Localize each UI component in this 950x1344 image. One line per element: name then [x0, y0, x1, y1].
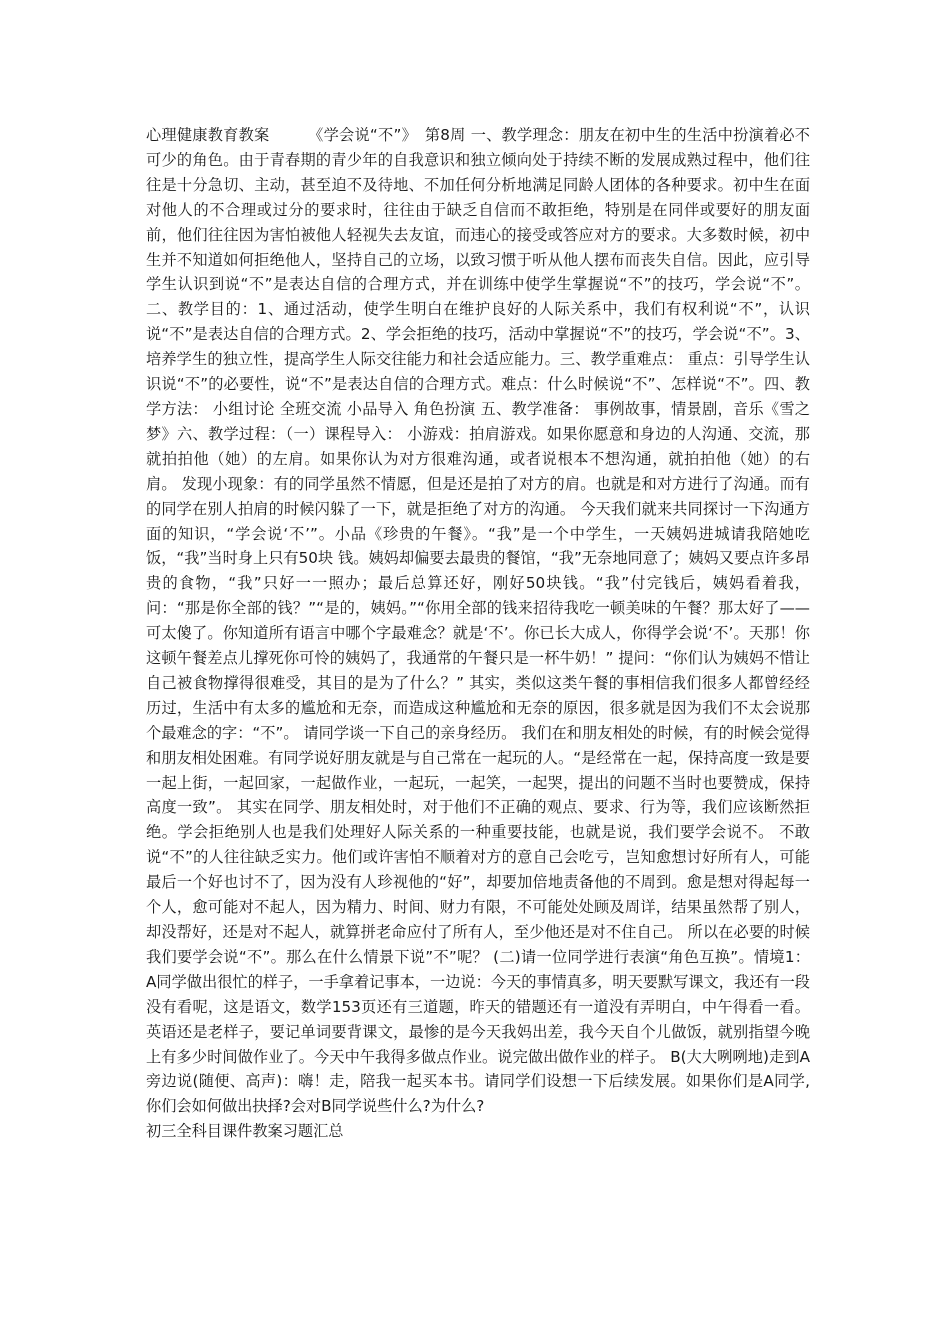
- collection-footer-text: 初三全科目课件教案习题汇总: [146, 1122, 344, 1141]
- lesson-plan-body-text: 心理健康教育教案 《学会说“不”》 第8周 一、教学理念：朋友在初中生的生活中扮演着必不可少的角色。由于青春期的青少年的自我意识和独立倾向处于持续不断的发展成熟过程中，他们往往是十分急切、主动，甚至迫不及待地、不加任何分析地满足同龄人团体的各种要求。初中生在面对他人的不合理或过分的要求时，往往由于缺乏自信而不敢拒绝，特别是在同伴或要好的朋友面前，他们往往因为害怕被他人轻视失去友谊，而违心的接受或答应对方的要求。大多数时候，初中生并不知道如何拒绝他人，坚持自己的立场，以致习惯于听从他人摆布而丧失自信。因此，应引导学生认识到说“不”是表达自信的合理方式，并在训练中使学生掌握说“不”的技巧，学会说“不”。二、教学目的：1、通过活动，使学生明白在维护良好的人际关系中，我们有权利说“不”，认识说“不”是表达自信的合理方式。2、学会拒绝的技巧，活动中掌握说“不”的技巧，学会说“不”。3、培养学生的独立性，提高学生人际交往能力和社会适应能力。三、教学重难点： 重点：引导学生认识说“不”的必要性，说“不”是表达自信的合理方式。难点：什么时候说“不”、怎样说“不”。四、教学方法： 小组讨论 全班交流 小品导入 角色扮演 五、教学准备： 事例故事，情景剧，音乐《雪之梦》六、教学过程：（一）课程导入： 小游戏：拍肩游戏。如果你愿意和身边的人沟通、交流，那就拍拍他（她）的左肩。如果你认为对方很难沟通，或者说根本不想沟通，就拍拍他（她）的右肩。 发现小现象：有的同学虽然不情愿，但是还是拍了对方的肩。也就是和对方进行了沟通。而有的同学在别人拍肩的时候闪躲了一下，就是拒绝了对方的沟通。 今天我们就来共同探讨一下沟通方面的知识，“学会说‘不’”。小品《珍贵的午餐》。“我”是一个中学生，一天姨妈进城请我陪她吃饭，“我”当时身上只有50块 钱。姨妈却偏要去最贵的餐馆，“我”无奈地同意了；姨妈又要点许多昂贵的食物，“我”只好一一照办；最后总算还好，刚好50块钱。“我”付完钱后，姨妈看着我， 问：“那是你全部的钱？”“是的，姨妈。”“你用全部的钱来招待我吃一顿美味的午餐？那太好了——可太傻了。你知道所有语言中哪个字最难念？就是‘不’。你已长大成人，你得学会说‘不’。天那！你这顿午餐差点儿撑死你可怜的姨妈了，我通常的午餐只是一杯牛奶！” 提问：“你们认为姨妈不惜让自己被食物撑得很难受，其目的是为了什么？” 其实，类似这类午餐的事相信我们很多人都曾经经历过，生活中有太多的尴尬和无奈，而造成这种尴尬和无奈的原因，很多就是因为我们不太会说那个最难念的字：“不”。 请同学谈一下自己的亲身经历。 我们在和朋友相处的时候，有的时候会觉得和朋友相处困难。有同学说好朋友就是与自己常在一起玩的人。“是经常在一起，保持高度一致是要一起上街，一起回家，一起做作业，一起玩，一起笑，一起哭，提出的问题不当时也要赞成，保持高度一致”。 其实在同学、朋友相处时，对于他们不正确的观点、要求、行为等，我们应该断然拒绝。学会拒绝别人也是我们处理好人际关系的一种重要技能，也就是说，我们要学会说不。 不敢说“不”的人往往缺乏实力。他们或许害怕不顺着对方的意自己会吃亏，岂知愈想讨好所有人，可能最后一个好也讨不了，因为没有人珍视他的“好”，却要加倍地责备他的不周到。愈是想对得起每一个人，愈可能对不起人，因为精力、时间、财力有限，不可能处处顾及周详，结果虽然帮了别人，却没帮好，还是对不起人，就算拼老命应付了所有人，至少他还是对不住自己。 所以在必要的时候我们要学会说“不”。那么在什么情景下说”不”呢？ (二)请一位同学进行表演“角色互换”。情境1： A同学做出很忙的样子，一手拿着记事本，一边说：今天的事情真多，明天要默写课文，我还有一段没有看呢，这是语文，数学153页还有三道题，昨天的错题还有一道没有弄明白，中午得看一看。英语还是老样子，要记单词要背课文，最惨的是今天我妈出差，我今天自个儿做饭，就别指望今晚上有多少时间做作业了。今天中午我得多做点作业。说完做出做作业的样子。 B(大大咧咧地)走到A旁边说(随便、高声)：嗨！走，陪我一起买本书。请同学们设想一下后续发展。如果你们是A同学,你们会如何做出抉择?会对B同学说些什么?为什么?: [146, 126, 810, 1116]
- document-content: [146, 123, 810, 1144]
